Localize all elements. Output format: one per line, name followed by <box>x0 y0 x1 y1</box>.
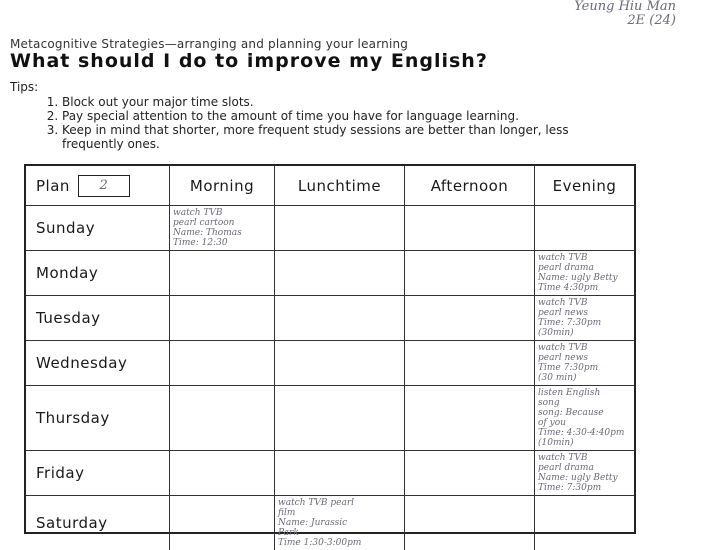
tip-item: 1. Block out your major time slots. <box>62 95 630 109</box>
handwritten-note: watch TVB pearl news Time 7:30pm (30 min) <box>538 343 599 383</box>
plan-number-box[interactable] <box>78 175 130 197</box>
cell-wednesday-lunchtime[interactable] <box>275 341 405 386</box>
cell-thursday-morning[interactable] <box>170 386 275 451</box>
tips-list <box>10 95 630 151</box>
cell-friday-lunchtime[interactable] <box>275 451 405 496</box>
handwritten-note: watch TVB pearl drama Name: ugly Betty Time: 7:30pm <box>538 453 618 493</box>
cell-thursday-afternoon[interactable] <box>405 386 535 451</box>
cell-saturday-afternoon[interactable] <box>405 496 535 550</box>
worksheet-subtitle: Metacognitive Strategies—arranging and planning your learning <box>10 37 409 51</box>
cell-wednesday-morning[interactable] <box>170 341 275 386</box>
cell-monday-afternoon[interactable] <box>405 251 535 296</box>
plan-number: 2 <box>99 178 109 193</box>
plan-label: Plan <box>36 176 70 195</box>
cell-saturday-evening[interactable] <box>535 496 634 550</box>
cell-thursday-lunchtime[interactable] <box>275 386 405 451</box>
tips-heading: Tips: <box>10 80 39 94</box>
cell-monday-lunchtime[interactable] <box>275 251 405 296</box>
day-label-sunday: Sunday <box>26 206 170 251</box>
cell-wednesday-evening[interactable] <box>535 341 634 386</box>
cell-wednesday-afternoon[interactable] <box>405 341 535 386</box>
handwritten-note: watch TVB pearl drama Name: ugly Betty Time 4:30pm <box>538 253 618 293</box>
tip-item: 3. Keep in mind that shorter, more frequent study sessions are better than longer, less frequently ones. <box>62 123 630 151</box>
handwritten-note: watch TVB pearl cartoon Name: Thomas Time: 12:30 <box>173 208 242 248</box>
cell-monday-morning[interactable] <box>170 251 275 296</box>
cell-saturday-morning[interactable] <box>170 496 275 550</box>
cell-tuesday-morning[interactable] <box>170 296 275 341</box>
cell-tuesday-lunchtime[interactable] <box>275 296 405 341</box>
cell-friday-evening[interactable] <box>535 451 634 496</box>
column-header-morning: Morning <box>170 166 275 206</box>
handwritten-note: watch TVB pearl film Name: Jurassic Park Time 1:30-3:00pm <box>278 498 362 548</box>
day-label-wednesday: Wednesday <box>26 341 170 386</box>
worksheet-title: What should I do to improve my English? <box>10 50 488 72</box>
cell-sunday-morning[interactable] <box>170 206 275 251</box>
cell-saturday-lunchtime[interactable] <box>275 496 405 550</box>
cell-friday-afternoon[interactable] <box>405 451 535 496</box>
cell-tuesday-afternoon[interactable] <box>405 296 535 341</box>
day-label-monday: Monday <box>26 251 170 296</box>
student-info <box>536 0 676 28</box>
tips-section <box>10 80 630 151</box>
column-header-afternoon: Afternoon <box>405 166 535 206</box>
student-class: 2E (24) <box>627 13 676 28</box>
plan-header-cell <box>26 166 170 206</box>
student-name: Yeung Hiu Man <box>574 0 676 14</box>
handwritten-note: listen English song song: Because of you Time: 4:30-4:40pm (10min) <box>538 388 625 448</box>
cell-monday-evening[interactable] <box>535 251 634 296</box>
cell-sunday-evening[interactable] <box>535 206 634 251</box>
cell-friday-morning[interactable] <box>170 451 275 496</box>
schedule-table <box>24 164 636 548</box>
cell-tuesday-evening[interactable] <box>535 296 634 341</box>
cell-sunday-lunchtime[interactable] <box>275 206 405 251</box>
day-label-tuesday: Tuesday <box>26 296 170 341</box>
column-header-evening: Evening <box>535 166 634 206</box>
column-header-lunchtime: Lunchtime <box>275 166 405 206</box>
day-label-friday: Friday <box>26 451 170 496</box>
tip-item: 2. Pay special attention to the amount of time you have for language learning. <box>62 109 630 123</box>
cell-sunday-afternoon[interactable] <box>405 206 535 251</box>
day-label-thursday: Thursday <box>26 386 170 451</box>
handwritten-note: watch TVB pearl news Time: 7:30pm (30min) <box>538 298 602 338</box>
day-label-saturday: Saturday <box>26 496 170 550</box>
cell-thursday-evening[interactable] <box>535 386 634 451</box>
